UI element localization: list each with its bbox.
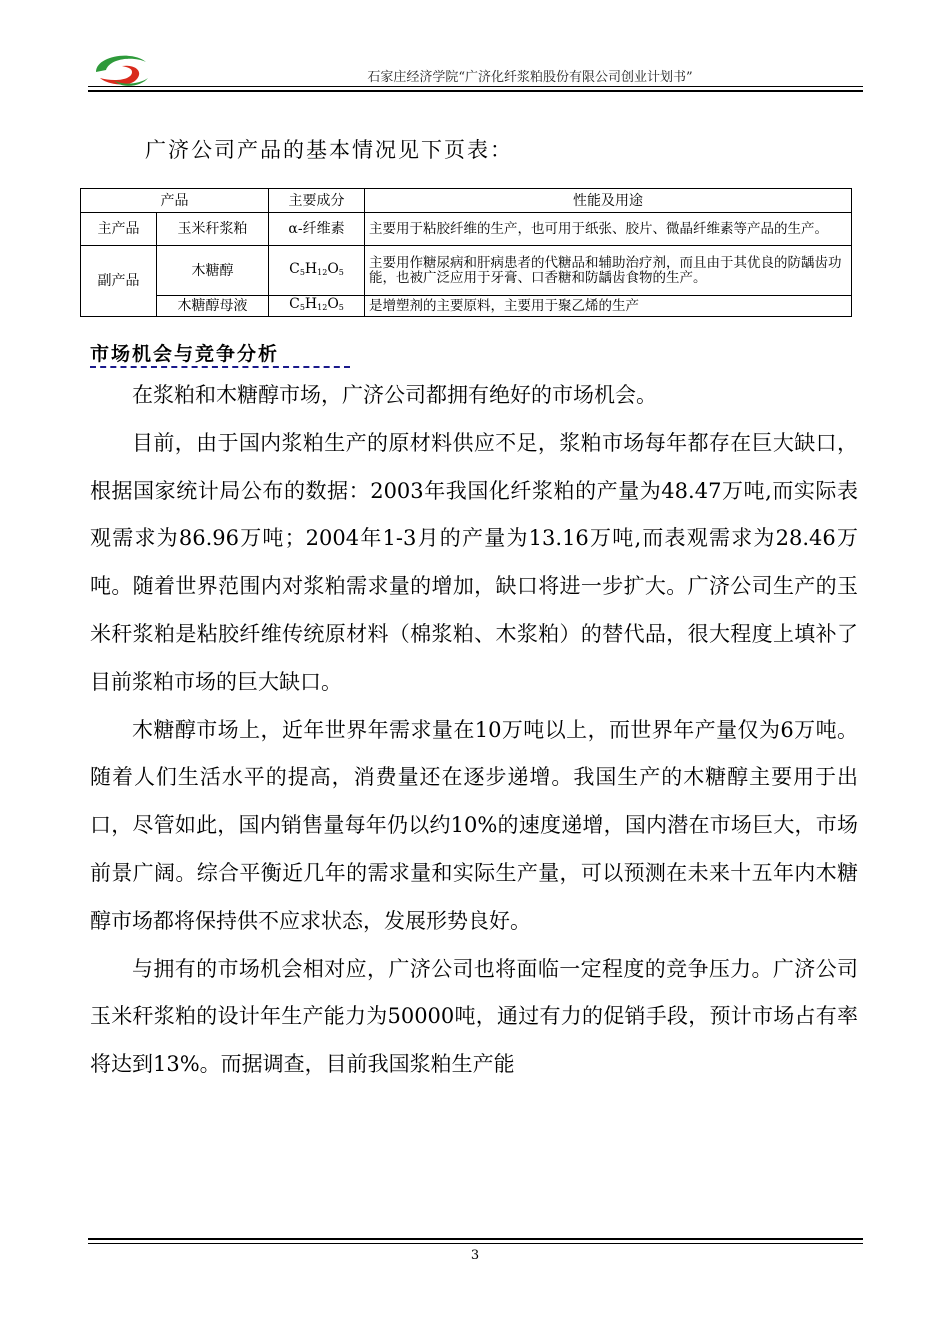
table-row <box>81 213 852 246</box>
header-product: 产品 <box>81 189 269 213</box>
section-title-underline <box>90 366 350 368</box>
row-name: 木糖醇母液 <box>157 296 269 317</box>
row-use: 是增塑剂的主要原料，主要用于聚乙烯的生产 <box>365 296 852 317</box>
company-logo <box>92 50 152 90</box>
header-rule-thin <box>88 86 863 87</box>
header-rule-thick <box>88 90 863 92</box>
row-category: 副产品 <box>81 246 157 317</box>
row-name: 木糖醇 <box>157 246 269 296</box>
table-row <box>81 246 852 296</box>
row-component: $C_5H_{12}O_5$ <box>269 296 365 317</box>
paragraph: 与拥有的市场机会相对应，广济公司也将面临一定程度的竞争压力。广济公司玉米秆浆粕的设计年生产能力为50000吨，通过有力的促销手段，预计市场占有率将达到13%。而据调查，目前我国浆粕生产能 <box>90 956 858 1077</box>
row-use: 主要用于粘胶纤维的生产，也可用于纸张、胶片、微晶纤维素等产品的生产。 <box>365 213 852 246</box>
logo-green-swoosh <box>96 56 146 72</box>
row-category: 主产品 <box>81 213 157 246</box>
table-header-row <box>81 189 852 213</box>
page-number: 3 <box>470 1248 480 1263</box>
paragraph: 在浆粕和木糖醇市场，广济公司都拥有绝好的市场机会。 <box>132 383 657 407</box>
row-use: 主要用作糖尿病和肝病患者的代糖品和辅助治疗剂，而且由于其优良的防龋齿功能，也被广泛应用于牙膏、口香糖和防龋齿食物的生产。 <box>365 246 852 296</box>
body-text <box>90 372 858 1089</box>
section-title: 市场机会与竞争分析 <box>90 343 280 365</box>
header-component: 主要成分 <box>269 189 365 213</box>
paragraph: 木糖醇市场上，近年世界年需求量在10万吨以上，而世界年产量仅为6万吨。随着人们生活水平的提高，消费量还在逐步递增。我国生产的木糖醇主要用于出口，尽管如此，国内销售量每年仍以约10%的速度递增，国内潜在市场巨大，市场前景广阔。综合平衡近几年的需求量和实际生产量，可以预测在未来十五年内木糖醇市场都将保持供不应求状态，发展形势良好。 <box>90 717 858 933</box>
row-name: 玉米秆浆粕 <box>157 213 269 246</box>
intro-text: 广济公司产品的基本情况见下页表： <box>145 138 513 162</box>
header-use: 性能及用途 <box>365 189 852 213</box>
paragraph: 目前，由于国内浆粕生产的原材料供应不足，浆粕市场每年都存在巨大缺口，根据国家统计局公布的数据：2003年我国化纤浆粕的产量为48.47万吨,而实际表观需求为86.96万吨；2004年1-3月的产量为13.16万吨,而表观需求为28.46万吨。随着世界范围内对浆粕需求量的增加，缺口将进一步扩大。广济公司生产的玉米秆浆粕是粘胶纤维传统原材料（棉浆粕、木浆粕）的替代品，很大程度上填补了目前浆粕市场的巨大缺口。 <box>90 430 858 694</box>
header-title: 石家庄经济学院“广济化纤浆粕股份有限公司创业计划书” <box>367 70 693 85</box>
row-component: $C_5H_{12}O_5$ <box>269 246 365 296</box>
row-component: α-纤维素 <box>269 213 365 246</box>
footer-rule-thick <box>88 1238 863 1240</box>
table-row <box>81 296 852 317</box>
product-table <box>80 188 852 317</box>
footer-rule-thin <box>88 1243 863 1244</box>
